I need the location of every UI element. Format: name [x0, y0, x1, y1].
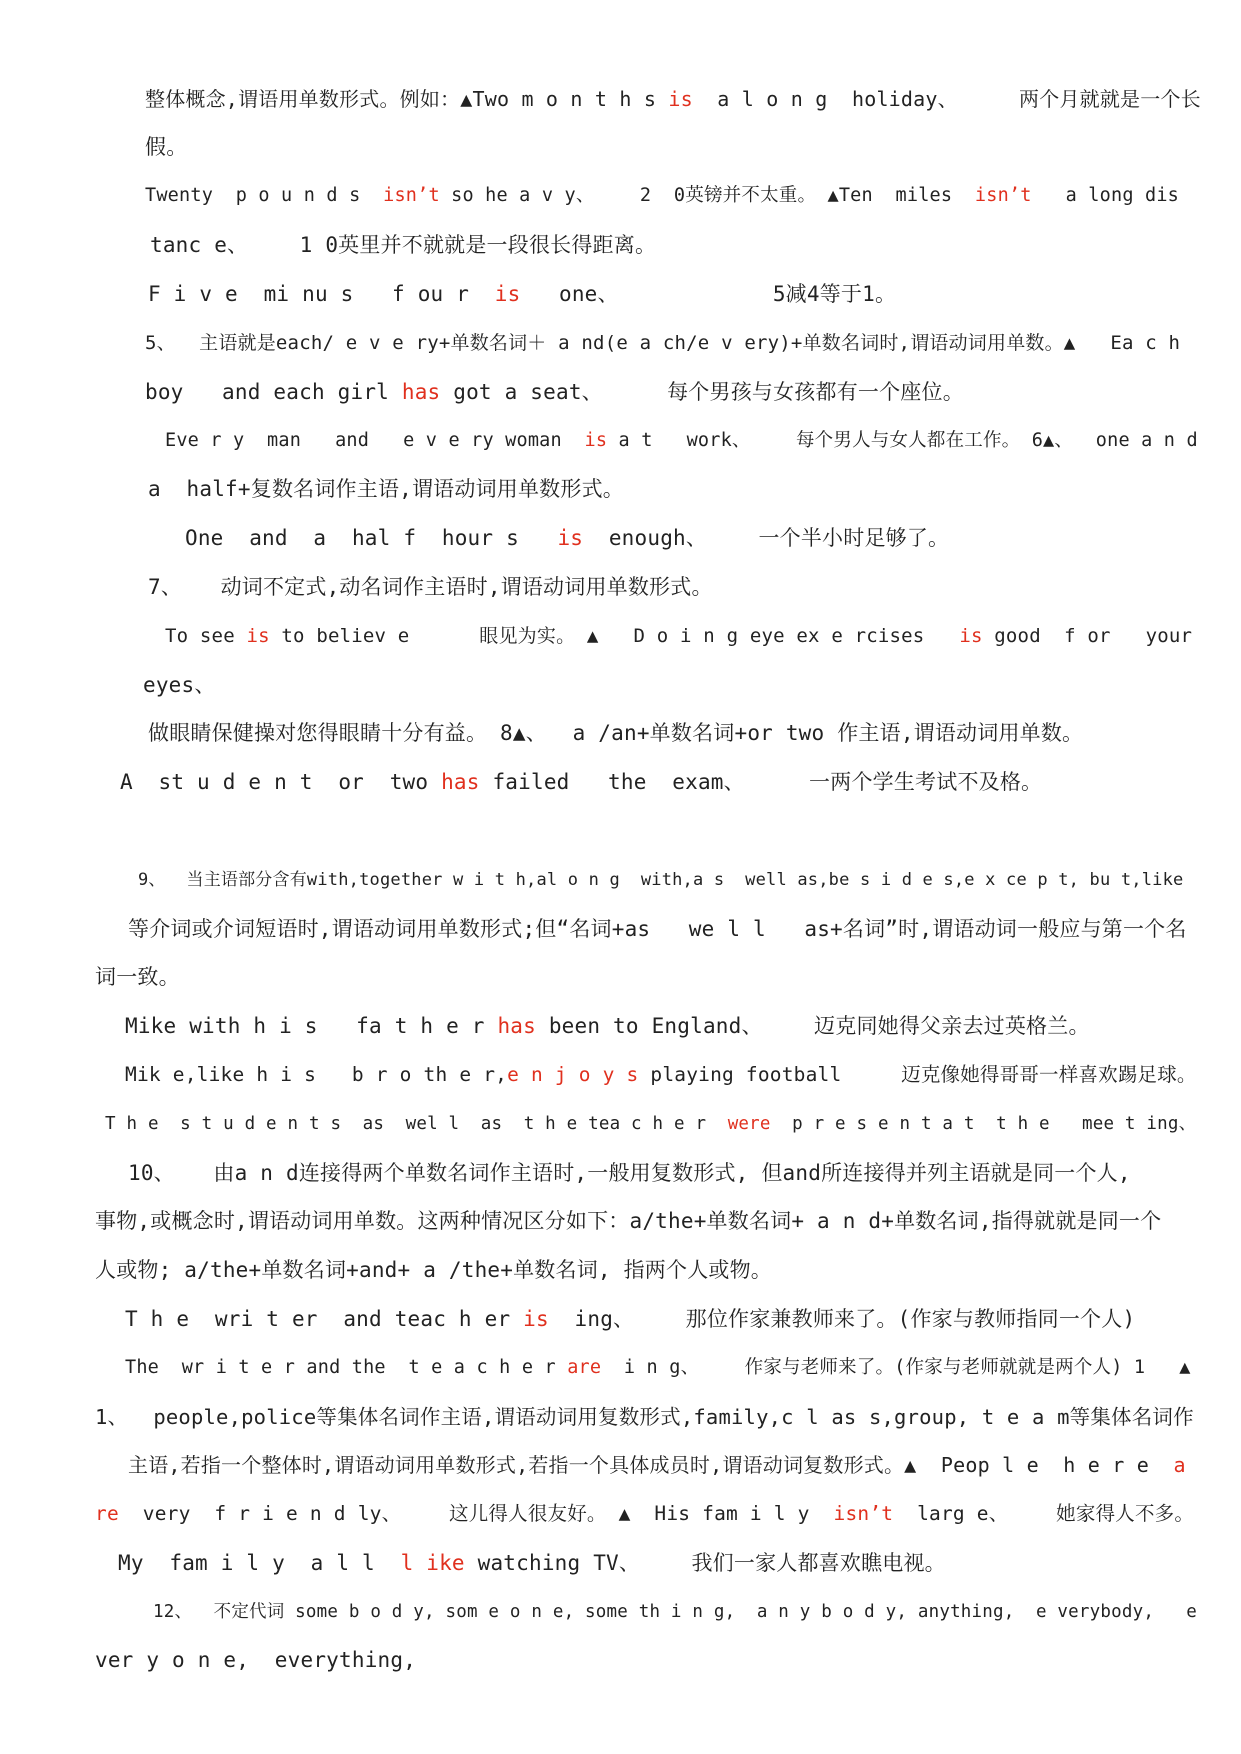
text-segment: Mik e,like h i s b r o th e r,: [125, 1063, 508, 1086]
text-segment: T h e wri t er and teac h er: [125, 1307, 524, 1331]
highlighted-verb: is: [523, 1307, 549, 1331]
highlighted-verb: is: [246, 625, 270, 647]
text-line: [95, 1402, 1194, 1432]
text-segment: boy and each girl: [145, 380, 402, 404]
text-segment: got a seat、 每个男孩与女孩都有一个座位。: [440, 380, 964, 404]
text-segment: to believ e 眼见为实。 ▲ D o i n g eye ex e rcises: [269, 625, 960, 647]
text-segment: one、 5减4等于1。: [520, 282, 897, 306]
text-line: [125, 1353, 1191, 1383]
text-segment: ver y o n e, everything,: [95, 1648, 417, 1672]
text-line: [120, 767, 1042, 797]
text-segment: 整体概念,谓语用单数形式。例如：▲Two m o n t h s: [145, 87, 669, 111]
text-line: [148, 572, 713, 602]
text-segment: 12、 不定代词 some b o d y, som e o n e, some th i n g, a n y b o d y, anything, e verybody, e: [153, 1602, 1197, 1622]
text-line: [165, 426, 1198, 456]
text-segment: Mike with h i s fa t h e r: [125, 1014, 498, 1038]
highlighted-verb: has: [441, 770, 480, 794]
text-line: [125, 1060, 1197, 1090]
text-line: [145, 328, 1180, 358]
text-segment: 人或物; a/the+单数名词+and+ a /the+单数名词, 指两个人或物。: [95, 1258, 772, 1282]
text-segment: 主语,若指一个整体时,谓语动词用单数形式,若指一个具体成员时,谓语动词复数形式。▲ Peop l e h e r e: [128, 1453, 1174, 1477]
text-segment: very f r i e n d ly、 这儿得人很友好。 ▲ His fam i l y: [118, 1502, 834, 1525]
highlighted-verb: is: [557, 526, 584, 550]
highlighted-verb: is: [584, 430, 608, 451]
highlighted-verb: are: [567, 1357, 602, 1378]
text-segment: 10、 由a n d连接得两个单数名词作主语时,一般用复数形式, 但and所连接得并列主语就是同一个人,: [128, 1161, 1131, 1185]
text-segment: The wr i t e r and the t e a c h e r: [125, 1357, 568, 1378]
text-segment: failed the exam、 一两个学生考试不及格。: [479, 770, 1043, 794]
text-line: [95, 962, 180, 992]
highlighted-verb: has: [401, 380, 441, 404]
text-segment: tanc e、 1 0英里并不就就是一段很长得距离。: [150, 233, 657, 257]
highlighted-verb: is: [494, 282, 521, 306]
text-line: [105, 1109, 1196, 1139]
text-segment: Twenty p o u n d s: [145, 185, 384, 206]
highlighted-verb: a: [1173, 1453, 1186, 1477]
highlighted-verb: l ike: [400, 1551, 465, 1575]
text-line: [128, 1158, 1131, 1188]
text-segment: i n g、 作家与老师来了。(作家与老师就就是两个人) 1 ▲: [601, 1357, 1191, 1378]
text-segment: playing football 迈克像她得哥哥一样喜欢踢足球。: [638, 1063, 1197, 1086]
text-line: [150, 230, 656, 260]
text-segment: ing、 那位作家兼教师来了。(作家与教师指同一个人): [548, 1307, 1136, 1331]
text-segment: good f or your: [982, 625, 1193, 647]
text-segment: eyes、: [143, 673, 216, 697]
text-segment: 做眼睛保健操对您得眼睛十分有益。 8▲、 a /an+单数名词+or two 作主语,谓语动词用单数。: [148, 721, 1084, 745]
text-line: [95, 1499, 1194, 1529]
text-line: [95, 1645, 416, 1675]
text-line: [145, 181, 1179, 211]
text-segment: 词一致。: [95, 965, 180, 989]
highlighted-verb: e n j o y s: [507, 1063, 639, 1086]
text-segment: watching TV、 我们一家人都喜欢瞧电视。: [464, 1551, 946, 1575]
text-line: [148, 474, 624, 504]
text-line: [95, 1255, 772, 1285]
highlighted-verb: has: [497, 1014, 536, 1038]
text-segment: 7、 动词不定式,动名词作主语时,谓语动词用单数形式。: [148, 575, 713, 599]
text-line: [143, 670, 216, 700]
text-segment: A st u d e n t or two: [120, 770, 442, 794]
text-line: [138, 865, 1183, 895]
highlighted-verb: isn’t: [833, 1502, 894, 1525]
text-segment: 事物,或概念时,谓语动词用单数。这两种情况区分如下：a/the+单数名词+ a n d+单数名词,指得就就是同一个: [95, 1209, 1162, 1233]
text-line: [148, 279, 896, 309]
text-line: [148, 718, 1083, 748]
text-line: [128, 1450, 1186, 1480]
text-segment: T h e s t u d e n t s as wel l as t h e tea c h e r: [105, 1114, 728, 1134]
text-line: [145, 132, 187, 162]
text-segment: F i v e mi nu s f ou r: [148, 282, 495, 306]
text-segment: a t work、 每个男人与女人都在工作。 6▲、 one a n d: [607, 430, 1198, 451]
text-line: [153, 1597, 1197, 1627]
text-segment: larg e、 她家得人不多。: [893, 1502, 1195, 1525]
text-line: [165, 621, 1192, 651]
highlighted-verb: were: [727, 1114, 771, 1134]
text-segment: To see: [165, 625, 247, 647]
text-segment: p r e s e n t a t t h e mee t ing、: [770, 1114, 1197, 1134]
text-segment: 9、 当主语部分含有with,together w i t h,al o n g with,a s well as,be s i d e s,e x ce p t, bu t,like: [138, 870, 1184, 890]
text-segment: 等介词或介词短语时,谓语动词用单数形式;但“名词+as we l l as+名词”时,谓语动词一般应与第一个名: [128, 917, 1187, 941]
highlighted-verb: isn’t: [383, 185, 440, 206]
text-segment: a l o n g holiday、 两个月就就是一个长: [692, 87, 1201, 111]
text-segment: a long dis: [1031, 185, 1180, 206]
text-line: [128, 914, 1187, 944]
text-line: [95, 1206, 1161, 1236]
text-line: [125, 1304, 1135, 1334]
text-segment: 假。: [145, 135, 188, 159]
text-line: [125, 1011, 1090, 1041]
text-segment: My fam i l y a l l: [118, 1551, 401, 1575]
text-line: [145, 377, 964, 407]
text-segment: 1、 people,police等集体名词作主语,谓语动词用复数形式,family,c l as s,group, t e a m等集体名词作: [95, 1405, 1194, 1429]
text-line: [185, 523, 949, 553]
highlighted-verb: is: [668, 87, 693, 111]
text-segment: One and a hal f hour s: [185, 526, 558, 550]
text-segment: 5、 主语就是each/ e v e ry+单数名词＋ a nd(e a ch/e v ery)+单数名词时,谓语动词用单数。▲ Ea c h: [145, 332, 1181, 354]
text-segment: been to England、 迈克同她得父亲去过英格兰。: [535, 1014, 1090, 1038]
highlighted-verb: re: [95, 1502, 119, 1525]
text-segment: enough、 一个半小时足够了。: [583, 526, 950, 550]
highlighted-verb: isn’t: [974, 185, 1032, 206]
text-segment: Eve r y man and e v e ry woman: [165, 430, 585, 451]
text-line: [118, 1548, 946, 1578]
text-segment: so he a v y、 2 0英镑并不太重。 ▲Ten miles: [439, 185, 975, 206]
highlighted-verb: is: [959, 625, 983, 647]
text-segment: a half+复数名词作主语,谓语动词用单数形式。: [148, 477, 624, 501]
text-line: [145, 84, 1201, 114]
